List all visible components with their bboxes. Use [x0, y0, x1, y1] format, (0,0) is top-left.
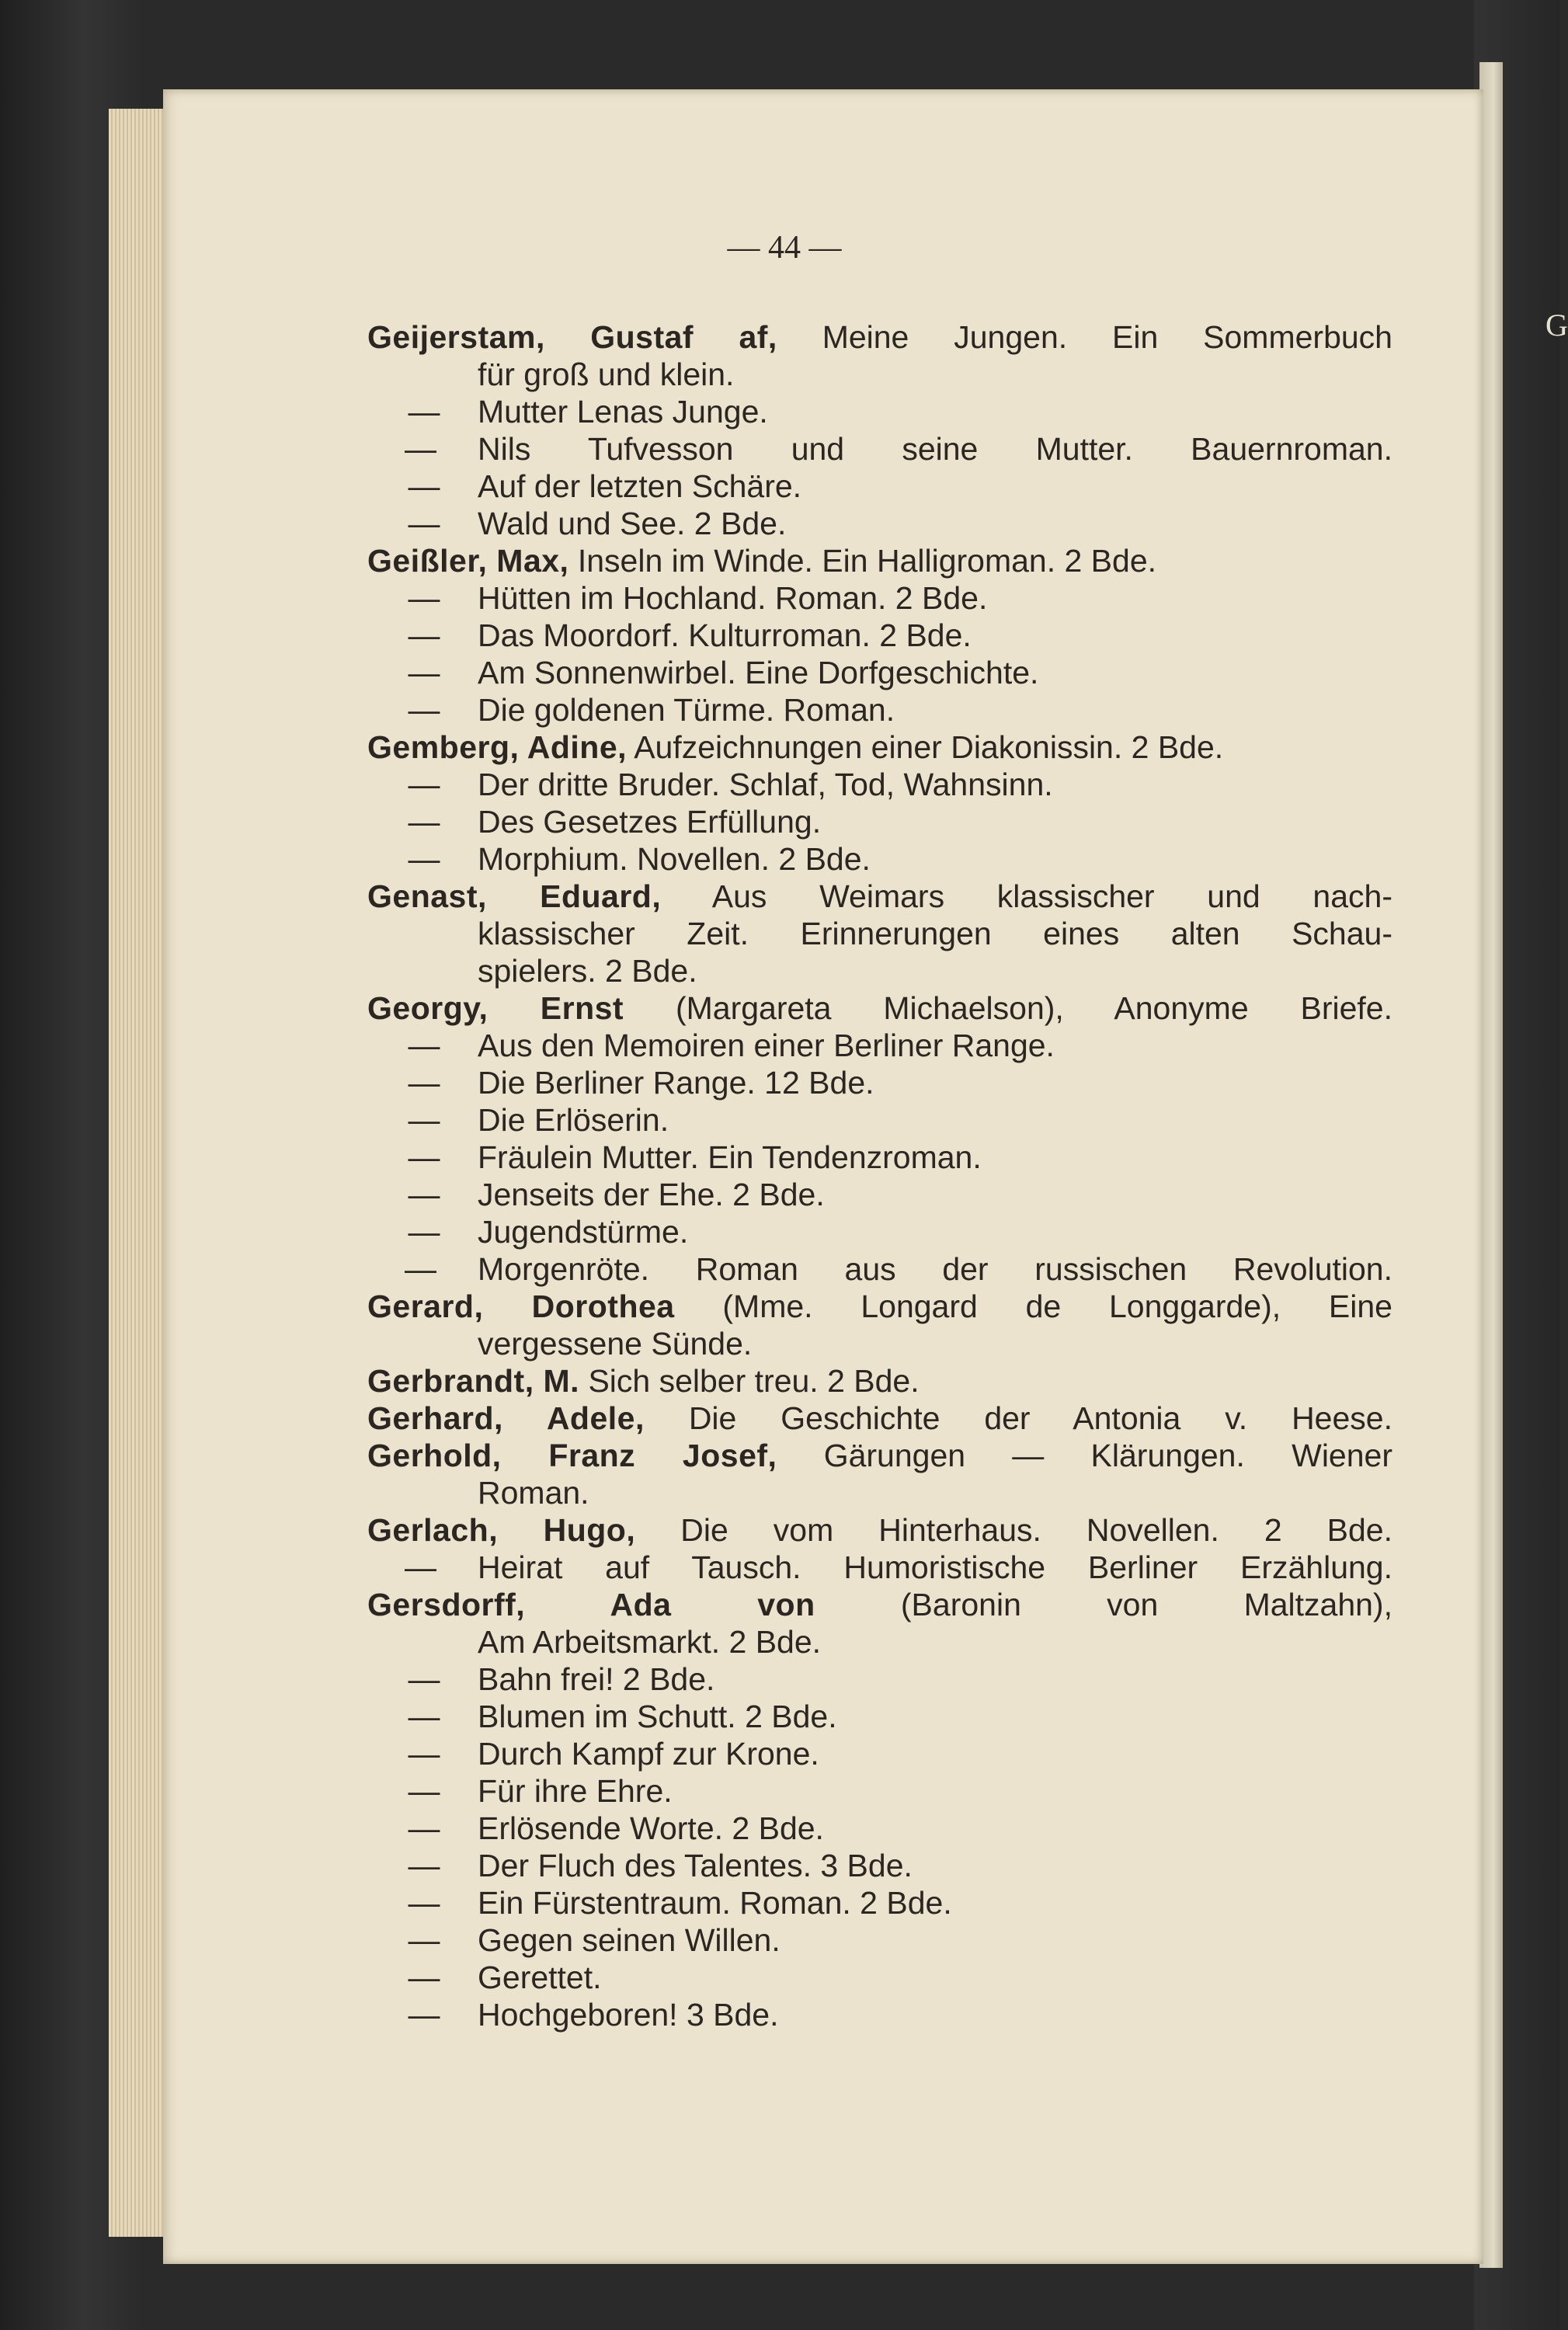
author-name: Gerlach, Hugo,: [367, 1512, 636, 1548]
ditto-dash: —: [408, 1960, 440, 1995]
work-entry: [367, 1250, 1392, 1288]
entry-heading-line: [367, 878, 1392, 915]
page-number: — 44 —: [727, 230, 842, 266]
ditto-dash: —: [408, 655, 440, 690]
work-title-continuation: spielers. 2 Bde.: [478, 953, 697, 989]
work-entry: [367, 766, 1392, 803]
work-entry: [367, 691, 1392, 729]
work-title: Die Erlöserin.: [478, 1102, 669, 1138]
work-entry: [367, 1921, 1392, 1959]
work-title: Die Berliner Range. 12 Bde.: [478, 1065, 874, 1101]
entry-heading-line: [367, 1437, 1392, 1474]
work-title: Hochgeboren! 3 Bde.: [478, 1997, 779, 2033]
work-title-continuation: Am Arbeitsmarkt. 2 Bde.: [478, 1624, 822, 1660]
work-title: Meine Jungen. Ein Sommerbuch: [822, 319, 1392, 355]
ditto-dash: —: [408, 1773, 440, 1809]
entry-heading-line: [367, 1586, 1392, 1623]
work-entry: [367, 1027, 1392, 1064]
work-entry: [367, 1810, 1392, 1847]
work-title: Aus den Memoiren einer Berliner Range.: [478, 1028, 1055, 1063]
work-entry: [367, 1884, 1392, 1921]
work-title: Wald und See. 2 Bde.: [478, 506, 787, 541]
work-title: Des Gesetzes Erfüllung.: [478, 804, 822, 840]
work-title: Am Sonnenwirbel. Eine Dorfgeschichte.: [478, 655, 1039, 690]
author-name: Georgy, Ernst: [367, 990, 624, 1026]
author-name: Gerbrandt, M.: [367, 1363, 580, 1399]
work-title: (Mme. Longard de Longgarde), Eine: [722, 1288, 1392, 1324]
ditto-dash: —: [408, 468, 440, 504]
work-title-continuation: Roman.: [478, 1475, 589, 1511]
work-title: Erlösende Worte. 2 Bde.: [478, 1810, 824, 1846]
ditto-dash: —: [408, 1661, 440, 1697]
ditto-dash: —: [408, 1736, 440, 1772]
work-title: Die vom Hinterhaus. Novellen. 2 Bde.: [680, 1512, 1392, 1548]
ditto-dash: —: [408, 1810, 440, 1846]
work-title: Nils Tufvesson und seine Mutter. Bauernroman.: [478, 431, 1392, 467]
work-title: Durch Kampf zur Krone.: [478, 1736, 819, 1772]
work-title: Aus Weimars klassischer und nach-: [711, 878, 1392, 914]
ditto-dash: —: [408, 617, 440, 653]
author-name: Gerhard, Adele,: [367, 1400, 645, 1436]
work-entry: [367, 1176, 1392, 1213]
ditto-dash: —: [408, 1177, 440, 1212]
author-name: Geißler, Max,: [367, 543, 569, 579]
work-entry: [367, 1959, 1392, 1996]
ditto-dash: —: [408, 804, 440, 840]
author-catalog-listing: [367, 318, 1392, 2033]
entry-heading-line: [367, 1400, 1392, 1437]
ditto-dash: —: [408, 1102, 440, 1138]
ditto-dash: —: [408, 1922, 440, 1958]
entry-heading-line: [367, 1362, 1392, 1400]
facing-page-glyph: G: [1545, 308, 1568, 343]
work-entry: [367, 617, 1392, 654]
work-title: Hütten im Hochland. Roman. 2 Bde.: [478, 580, 988, 616]
work-title: Der Fluch des Talentes. 3 Bde.: [478, 1848, 913, 1883]
ditto-dash: —: [408, 1885, 440, 1921]
entry-heading-line: [367, 729, 1392, 766]
entry-heading-line: [367, 1288, 1392, 1325]
work-entry: [367, 1139, 1392, 1176]
work-title: Sich selber treu. 2 Bde.: [588, 1363, 920, 1399]
ditto-dash: —: [408, 580, 440, 616]
ditto-dash: —: [408, 692, 440, 728]
work-title: Blumen im Schutt. 2 Bde.: [478, 1699, 837, 1734]
work-title: (Margareta Michaelson), Anonyme Briefe.: [675, 990, 1392, 1026]
work-entry: [367, 579, 1392, 617]
work-title-continuation: klassischer Zeit. Erinnerungen eines alten Schau-: [478, 916, 1392, 951]
work-entry: [367, 1772, 1392, 1810]
work-title: Gerettet.: [478, 1960, 602, 1995]
work-title: Das Moordorf. Kulturroman. 2 Bde.: [478, 617, 972, 653]
work-entry: [367, 654, 1392, 691]
work-entry: [367, 1213, 1392, 1250]
work-title: Mutter Lenas Junge.: [478, 394, 768, 429]
work-title: Für ihre Ehre.: [478, 1773, 673, 1809]
work-entry: [367, 1661, 1392, 1698]
ditto-dash: —: [405, 1251, 436, 1287]
work-title: (Baronin von Maltzahn),: [900, 1587, 1392, 1622]
ditto-dash: —: [408, 1699, 440, 1734]
work-title: Bahn frei! 2 Bde.: [478, 1661, 715, 1697]
work-title: Gärungen — Klärungen. Wiener: [823, 1438, 1392, 1473]
work-title: Die goldenen Türme. Roman.: [478, 692, 895, 728]
work-entry: [367, 393, 1392, 430]
entry-heading-line: [367, 542, 1392, 579]
entry-heading-line: [367, 1511, 1392, 1549]
work-entry: [367, 1996, 1392, 2033]
ditto-dash: —: [405, 1549, 436, 1585]
work-entry: [367, 430, 1392, 468]
author-name: Genast, Eduard,: [367, 878, 662, 914]
ditto-dash: —: [408, 1214, 440, 1250]
work-title: Auf der letzten Schäre.: [478, 468, 802, 504]
work-entry: [367, 1847, 1392, 1884]
work-title: Ein Fürstentraum. Roman. 2 Bde.: [478, 1885, 952, 1921]
work-entry: [367, 1698, 1392, 1735]
work-entry: [367, 468, 1392, 505]
work-entry: [367, 803, 1392, 840]
author-name: Gerhold, Franz Josef,: [367, 1438, 777, 1473]
ditto-dash: —: [408, 1997, 440, 2033]
work-entry: [367, 840, 1392, 878]
work-title-continuation: für groß und klein.: [478, 356, 735, 392]
author-name: Gemberg, Adine,: [367, 729, 628, 765]
author-name: Geijerstam, Gustaf af,: [367, 319, 777, 355]
ditto-dash: —: [408, 1065, 440, 1101]
work-title: Aufzeichnungen einer Diakonissin. 2 Bde.: [634, 729, 1224, 765]
work-title: Morgenröte. Roman aus der russischen Revolution.: [478, 1251, 1392, 1287]
ditto-dash: —: [408, 1139, 440, 1175]
ditto-dash: —: [408, 394, 440, 429]
ditto-dash: —: [405, 431, 436, 467]
work-entry: [367, 1101, 1392, 1139]
work-entry: [367, 1064, 1392, 1101]
work-entry: [367, 1735, 1392, 1772]
entry-heading-line: [367, 318, 1392, 356]
work-entry: [367, 505, 1392, 542]
work-title: Der dritte Bruder. Schlaf, Tod, Wahnsinn.: [478, 767, 1053, 802]
work-title: Jenseits der Ehe. 2 Bde.: [478, 1177, 825, 1212]
ditto-dash: —: [408, 506, 440, 541]
author-name: Gerard, Dorothea: [367, 1288, 675, 1324]
ditto-dash: —: [408, 767, 440, 802]
work-title: Gegen seinen Willen.: [478, 1922, 781, 1958]
work-title: Fräulein Mutter. Ein Tendenzroman.: [478, 1139, 982, 1175]
work-title: Heirat auf Tausch. Humoristische Berliner Erzählung.: [478, 1549, 1392, 1585]
work-title: Morphium. Novellen. 2 Bde.: [478, 841, 871, 877]
ditto-dash: —: [408, 1848, 440, 1883]
work-title-continuation: vergessene Sünde.: [478, 1326, 753, 1361]
work-title: Jugendstürme.: [478, 1214, 689, 1250]
work-title: Inseln im Winde. Ein Halligroman. 2 Bde.: [577, 543, 1157, 579]
author-name: Gersdorff, Ada von: [367, 1587, 815, 1622]
entry-heading-line: [367, 989, 1392, 1027]
work-entry: [367, 1549, 1392, 1586]
work-title: Die Geschichte der Antonia v. Heese.: [688, 1400, 1392, 1436]
ditto-dash: —: [408, 841, 440, 877]
ditto-dash: —: [408, 1028, 440, 1063]
